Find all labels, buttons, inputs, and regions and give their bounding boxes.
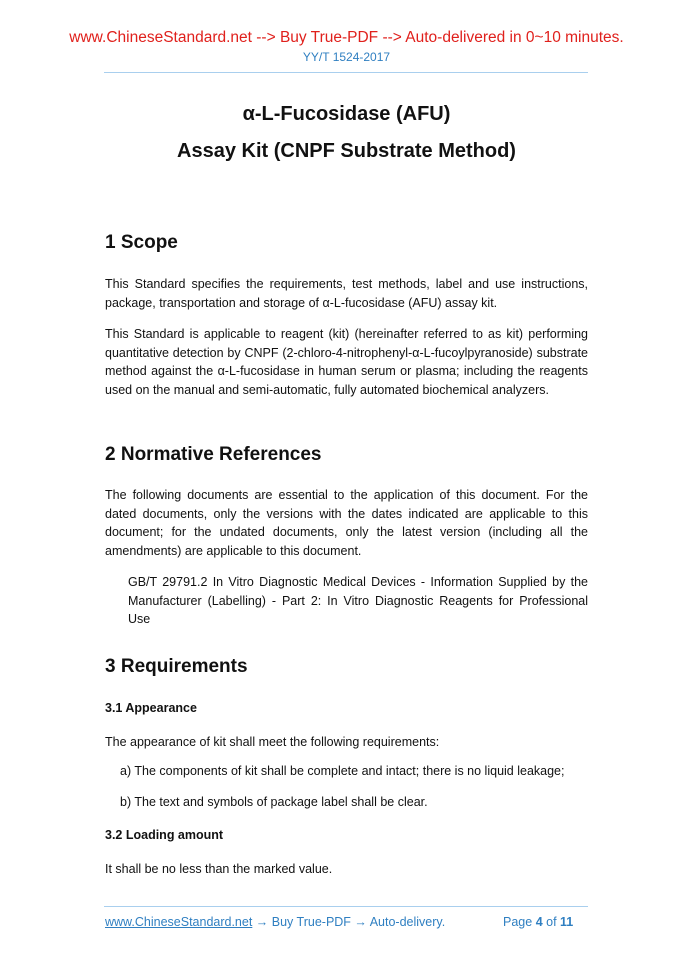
paragraph: This Standard is applicable to reagent (kit) (hereinafter referred to as kit) performing quantitative detection by CNPF (2-chloro-4-nitrophenyl-α-L-fucoylpyranoside) substrate method against the α-L-fucosidase in human serum or plasma; including the reagents used on the manual and semi-automatic, fully automated biochemical analyzers.: [105, 327, 588, 397]
footer-promo-text: → Buy True-PDF → Auto-delivery.: [252, 915, 446, 929]
list-item: b) The text and symbols of package label shall be clear.: [120, 795, 428, 809]
doc-title-line2: Assay Kit (CNPF Substrate Method): [177, 140, 516, 162]
page-label: Page: [503, 915, 533, 929]
list-item: a) The components of kit shall be complete and intact; there is no liquid leakage;: [120, 764, 565, 778]
paragraph: It shall be no less than the marked value.: [105, 862, 333, 876]
paragraph: This Standard specifies the requirements, test methods, label and use instructions, package, transportation and storage of α-L-fucosidase (AFU) assay kit.: [105, 277, 588, 310]
paragraph: The following documents are essential to the application of this document. For the dated documents, only the versions with the dates indicated are applicable to this document; for the undated documents, only the latest version (including all the amendments) are applicable to this document.: [105, 488, 588, 558]
reference-item: GB/T 29791.2 In Vitro Diagnostic Medical Devices - Information Supplied by the Manufacturer (Labelling) - Part 2: In Vitro Diagnostic Reagents for Professional Use: [128, 575, 588, 627]
promo-banner: www.ChineseStandard.net --> Buy True-PDF --> Auto-delivered in 0~10 minutes.: [69, 29, 624, 46]
of-label: of: [546, 915, 557, 929]
section-heading-requirements: 3 Requirements: [105, 656, 248, 677]
header-divider: [104, 72, 588, 73]
standard-number: YY/T 1524-2017: [302, 50, 391, 64]
footer-promo: [105, 915, 445, 929]
page-number: 4: [535, 915, 543, 929]
section-heading-scope: 1 Scope: [105, 232, 178, 253]
total-pages: 11: [560, 915, 574, 929]
section-heading-normative-references: 2 Normative References: [105, 444, 322, 465]
doc-title-line1: α-L-Fucosidase (AFU): [242, 103, 451, 125]
footer-link[interactable]: www.ChineseStandard.net: [105, 915, 253, 929]
subsection-heading: 3.2 Loading amount: [105, 828, 224, 842]
footer-divider: [104, 906, 588, 907]
subsection-heading: 3.1 Appearance: [105, 701, 197, 715]
page-indicator: [503, 915, 573, 929]
paragraph: The appearance of kit shall meet the following requirements:: [105, 735, 440, 749]
